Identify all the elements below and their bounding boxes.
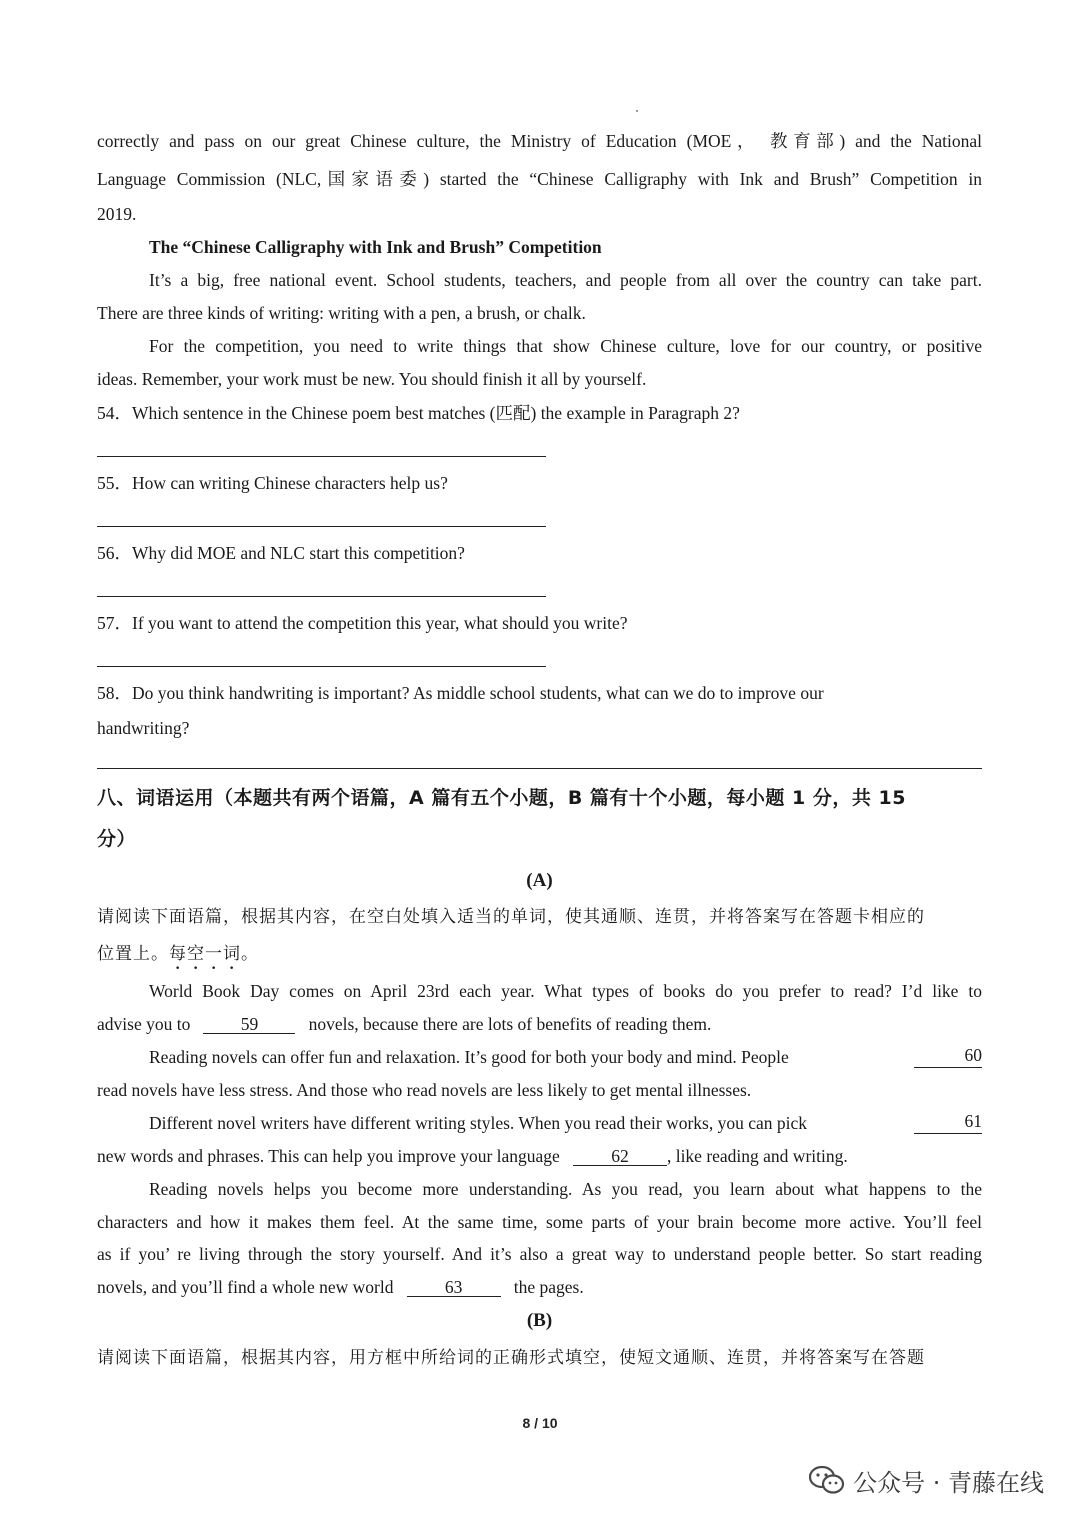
instr-text: 位置上。 <box>97 944 169 964</box>
passage-text: novels, and you’ll find a whole new world <box>97 1277 394 1297</box>
part-b-instruction: 请阅读下面语篇，根据其内容，用方框中所给词的正确形式填空，使短文通顺、连贯，并将答案写在答题 <box>97 1348 925 1368</box>
part-a-instruction: 请阅读下面语篇，根据其内容，在空白处填入适当的单词，使其通顺、连贯，并将答案写在答题卡相应的 <box>97 907 925 927</box>
section-8-heading-line-2: 分） <box>97 828 137 850</box>
question-56: 56．Why did MOE and NLC start this competition? <box>97 543 465 563</box>
blank-61[interactable]: 61 <box>914 1112 982 1134</box>
answer-line-56 <box>97 596 546 597</box>
passage-text: novels, because there are lots of benefits of reading them. <box>308 1014 712 1034</box>
competition-p2-line-2: ideas. Remember, your work must be new. You should finish it all by yourself. <box>97 369 647 389</box>
instr-period: 。 <box>241 944 259 964</box>
passage-a-p2-line-2: read novels have less stress. And those who read novels are less likely to get mental illnesses. <box>97 1080 752 1100</box>
passage-a-p4-line-2: characters and how it makes them feel. At the same time, some parts of your brain become more active. You’ll feel <box>97 1212 982 1232</box>
wechat-icon <box>809 1465 845 1495</box>
passage-a-p2-line-1 <box>97 1046 982 1068</box>
passage-text: the pages. <box>513 1277 584 1297</box>
passage-text: Reading novels can offer fun and relaxation. It’s good for both your body and mind. People <box>149 1047 789 1067</box>
passage-a-p1-line-1: World Book Day comes on April 23rd each year. What types of books do you prefer to read? I’d like to <box>149 981 982 1001</box>
competition-p1-line-2: There are three kinds of writing: writing with a pen, a brush, or chalk. <box>97 303 586 323</box>
scan-dot <box>636 110 638 112</box>
part-a-instruction-line-2 <box>97 943 982 974</box>
answer-line-55 <box>97 526 546 527</box>
emphasis-text: 每空一词 <box>169 944 241 964</box>
part-b-label: (B) <box>526 1310 553 1331</box>
question-58-line-2: handwriting? <box>97 718 190 738</box>
section-8-heading: 八、词语运用（本题共有两个语篇，A 篇有五个小题，B 篇有十个小题，每小题 1 分，共 15 <box>97 787 906 809</box>
watermark-text: 公众号 · 青藤在线 <box>853 1468 1044 1497</box>
passage-a-p4-line-4 <box>97 1276 982 1298</box>
page-number: 8 / 10 <box>522 1415 558 1431</box>
answer-line-54 <box>97 456 546 457</box>
question-57: 57．If you want to attend the competition this year, what should you write? <box>97 613 628 633</box>
passage-text: Different novel writers have different writing styles. When you read their works, you can pick <box>149 1113 808 1133</box>
competition-p2-line-1: For the competition, you need to write things that show Chinese culture, love for our country, or positive <box>149 336 982 356</box>
blank-60[interactable]: 60 <box>914 1046 982 1068</box>
answer-line-58 <box>97 768 982 769</box>
question-58: 58．Do you think handwriting is important? As middle school students, what can we do to improve our <box>97 683 824 703</box>
passage-text: new words and phrases. This can help you improve your language <box>97 1146 560 1166</box>
passage-a-p4-line-3: as if you’ re living through the story yourself. And it’s also a great way to understand people better. So start reading <box>97 1244 982 1264</box>
competition-p1-line-1: It’s a big, free national event. School students, teachers, and people from all over the country can take part. <box>149 270 982 290</box>
blank-59[interactable]: 59 <box>203 1015 295 1034</box>
question-54: 54．Which sentence in the Chinese poem best matches (匹配) the example in Paragraph 2? <box>97 403 740 423</box>
blank-63[interactable]: 63 <box>407 1278 501 1297</box>
watermark <box>809 1462 1044 1498</box>
passage-text: , like reading and writing. <box>666 1146 848 1166</box>
blank-62[interactable]: 62 <box>573 1147 667 1166</box>
intro-line-2: Language Commission (NLC,国家语委) started the “Chinese Calligraphy with Ink and Brush” Competition in <box>97 169 982 189</box>
passage-a-p3-line-2 <box>97 1145 982 1167</box>
passage-a-p1-line-2 <box>97 1013 982 1035</box>
passage-a-p3-line-1 <box>97 1112 982 1134</box>
part-a-label: (A) <box>526 870 553 891</box>
competition-title: The “Chinese Calligraphy with Ink and Brush” Competition <box>149 237 602 257</box>
passage-text: advise you to <box>97 1014 191 1034</box>
intro-line-3: 2019. <box>97 204 137 224</box>
answer-line-57 <box>97 666 546 667</box>
intro-line-1: correctly and pass on our great Chinese culture, the Ministry of Education (MOE， 教育部) and the National <box>97 131 982 151</box>
question-55: 55．How can writing Chinese characters help us? <box>97 473 448 493</box>
passage-a-p4-line-1: Reading novels helps you become more understanding. As you read, you learn about what happens to the <box>149 1179 982 1199</box>
